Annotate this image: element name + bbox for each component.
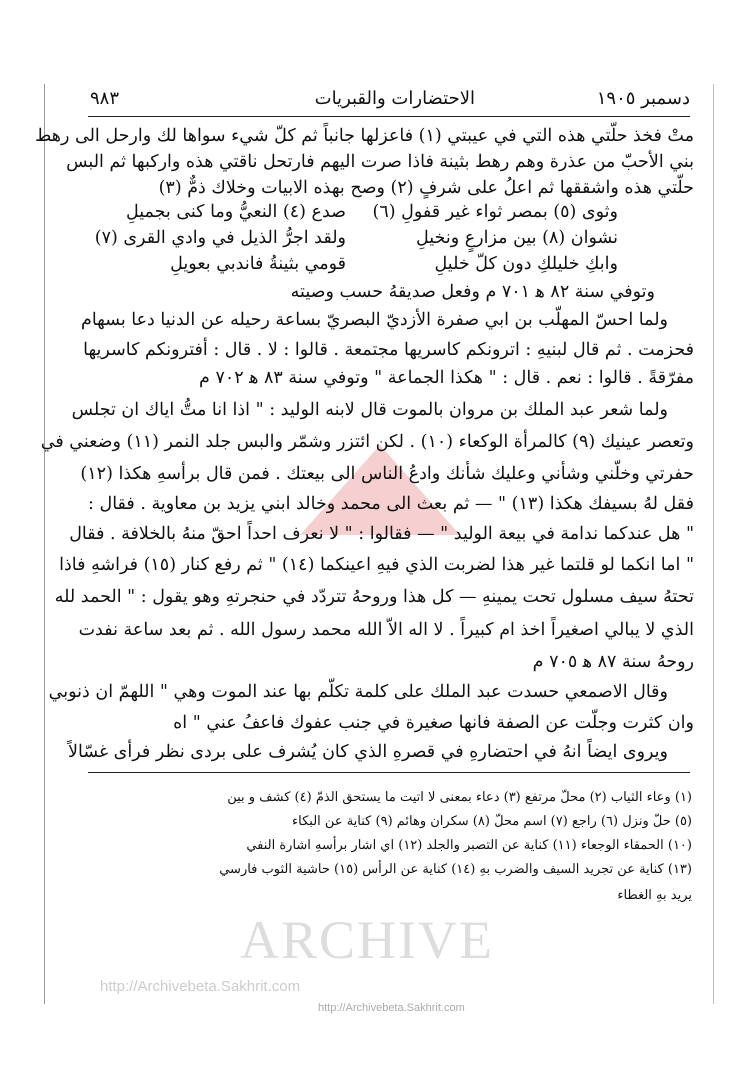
- body-line: وقال الاصمعي حسدت عبد الملك على كلمة تكلّم بها عند الموت وهي " اللهمّ ان ذنوبي: [48, 682, 668, 702]
- footnote-line: (١٠) الحمقاء الوجعاء (١١) كناية عن التصبر والجلد (١٢) اي اشار برأسهِ اشارة النفي: [246, 838, 692, 853]
- running-header: [90, 88, 690, 114]
- body-line: فحزمت . ثم قال لبنيهِ : اترونكم كاسريها مجتمعة . قالوا : لا . قال : أفترونكم كاسريها: [83, 340, 694, 360]
- body-line: وان كثرت وجلّت عن الصفة فانها صغيرة في جنب عفوك فاعفُ عني " اه: [173, 713, 694, 733]
- body-line: حلّتي هذه واشققها ثم اعلُ على شرفٍ (٢) وصح بهذه الابيات وخلاك ذمٌّ (٣): [158, 178, 694, 198]
- body-line: ولما شعر عبد الملك بن مروان بالموت قال لابنه الوليد : " اذا انا متُّ اياك ان تجلس: [71, 400, 668, 420]
- verse-hemistich: صدع (٤) النعيُّ وما كنى بجميلِ: [125, 202, 346, 222]
- footnote-line: يريد بهِ الغطاء: [617, 888, 692, 903]
- body-line: ويروى ايضاً انهُ في احتضارهِ في قصرهِ الذي كان يُشرف على بردى نظر فرأى غسّالاً: [68, 742, 668, 762]
- footnote-rule: [88, 772, 690, 773]
- verse-hemistich: وثوى (٥) بمصر ثواء غير قفولِ (٦): [372, 202, 618, 222]
- body-line: تحتهُ سيف مسلول تحت يمينهِ — كل هذا وروحهُ تتردّد في حنجرتهِ وهو يقول : " الحمد لله: [54, 587, 694, 607]
- body-line: فقل لهُ بسيفك هكذا (١٣) " — ثم بعث الى محمد وخالد ابني يزيد بن معاوية . فقال :: [88, 494, 694, 514]
- body-line: الذي لا يبالي اصغيراً اخذ ام كبيراً . لا اله الاّ الله محمد رسول الله . ثم بعد ساعة نفدت: [78, 620, 694, 640]
- header-title: الاحتضارات والقبريات: [314, 88, 475, 109]
- body-line: بني الأحبّ من عذرة وهم رهط بثينة فاذا صرت اليهم فارتحل ناقتي هذه واركبها ثم البس: [66, 152, 694, 172]
- footnote-line: (١) وعاء الثياب (٢) محلّ مرتفع (٣) دعاء بمعنى لا اتيت ما يستحق الذمّ (٤) كشف و بين: [227, 790, 692, 805]
- footnote-line: (٥) حلّ ونزل (٦) راجع (٧) اسم محلّ (٨) سكران وهائم (٩) كناية عن البكاء: [292, 814, 692, 829]
- body-line: متْ فخذ حلّتي هذه التي في عيبتي (١) فاعزلها جانباً ثم كلّ شيء سواها لك وارحل الى رهط: [35, 126, 694, 146]
- watermark-url: http://Archivebeta.Sakhrit.com: [100, 978, 301, 995]
- header-rule: [88, 116, 690, 117]
- body-line: مفرّقةً . قالوا : نعم . قال : " هكذا الجماعة " وتوفي سنة ٨٣ ﻫ ٧٠٢ م: [199, 368, 694, 388]
- footnote-line: (١٣) كناية عن تجريد السيف والضرب بهِ (١٤) كناية عن الرأس (١٥) حاشية الثوب فارسي: [219, 862, 692, 877]
- body-line: وتعصر عينيك (٩) كالمرأة الوكعاء (١٠) . لكن ائتزر وشمّر والبس جلد النمر (١١) وضعني في: [40, 432, 694, 452]
- body-line: ولما احسّ المهلّب بن ابي صفرة الأزديّ البصريّ بساعة رحيله عن الدنيا دعا بسهام: [80, 310, 668, 330]
- body-line: حفرتي وخلّني وشأني وعليك شأنك وادعُ الناس الى بيعتك . فمن قال برأسهِ هكذا (١٢): [80, 464, 694, 484]
- verse-hemistich: ولقد اجرُّ الذيل في وادي القرى (٧): [94, 228, 346, 248]
- verse-hemistich: وابكِ خليلكِ دون كلّ خليلِ: [434, 254, 618, 274]
- body-line: " اما انكما لو قلتما غير هذا لضربت الذي فيهِ اعينكما (١٤) " ثم رفع كنار (١٥) فراشهِ فاذا: [59, 555, 694, 575]
- verse-hemistich: نشوان (٨) بين مزارعٍ ونخيلِ: [416, 228, 618, 248]
- watermark-text: ARCHIVE: [240, 910, 494, 970]
- header-date: دسمبر ١٩٠٥: [596, 88, 690, 109]
- body-line: روحهُ سنة ٨٧ ﻫ ٧٠٥ م: [532, 652, 694, 672]
- verse-hemistich: قومي بثينةُ فاندبي بعويلِ: [170, 254, 346, 274]
- body-line: وتوفي سنة ٨٢ ﻫ ٧٠١ م وفعل صديقهُ حسب وصيته: [290, 282, 655, 302]
- body-line: " هل عندكما ندامة في بيعة الوليد " — فقالوا : " لا نعرف احداً احقّ منهُ بالخلافة . فقال: [69, 524, 694, 544]
- page-number: ٩٨٣: [90, 88, 120, 109]
- bottom-watermark-url: http://Archivebeta.Sakhrit.com: [318, 1002, 465, 1014]
